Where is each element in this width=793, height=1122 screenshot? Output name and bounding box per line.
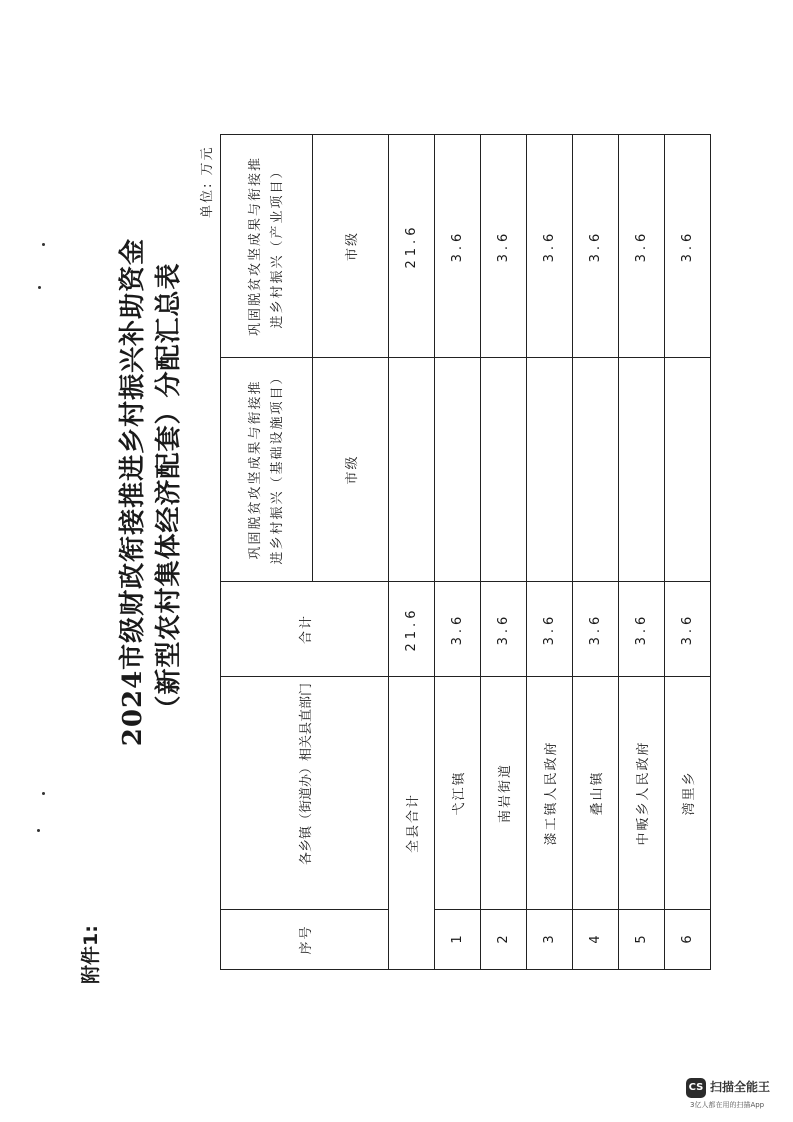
watermark-tagline: 3亿人都在用的扫描App [690, 1101, 765, 1109]
row-industry: 3.6 [481, 135, 527, 358]
row-industry: 3.6 [665, 135, 711, 358]
row-industry: 3.6 [573, 135, 619, 358]
table-row [527, 135, 573, 970]
table-row [435, 135, 481, 970]
row-infra [665, 358, 711, 582]
row-total: 3.6 [527, 582, 573, 677]
unit-label: 单位: 万元 [200, 145, 215, 218]
watermark-name: 扫描全能王 [710, 1080, 771, 1094]
header-industry-text: 巩固脱贫攻坚成果与衔接推进乡村振兴（产业项目） [247, 156, 285, 337]
scan-speck [38, 286, 41, 289]
row-infra [435, 358, 481, 582]
row-infra [573, 358, 619, 582]
summary-industry: 21.6 [389, 135, 435, 358]
row-seq: 3 [527, 910, 573, 970]
document-title-line1: 2024市级财政衔接推进乡村振兴补助资金 [118, 237, 148, 747]
scan-speck [42, 243, 45, 246]
row-industry: 3.6 [619, 135, 665, 358]
row-name: 漆工镇人民政府 [527, 677, 573, 910]
row-industry: 3.6 [435, 135, 481, 358]
summary-row [389, 135, 435, 970]
table-header-row [221, 135, 313, 970]
table-row [481, 135, 527, 970]
row-seq: 1 [435, 910, 481, 970]
row-total: 3.6 [481, 582, 527, 677]
row-name: 南岩街道 [481, 677, 527, 910]
summary-infra [389, 358, 435, 582]
header-infra [221, 358, 313, 582]
table-row [573, 135, 619, 970]
header-infra-text: 巩固脱贫攻坚成果与衔接推进乡村振兴（基础设施项目） [247, 369, 285, 565]
row-industry: 3.6 [527, 135, 573, 358]
header-infra-level: 市级 [313, 358, 389, 582]
row-name: 中畈乡人民政府 [619, 677, 665, 910]
table-row [619, 135, 665, 970]
row-name: 湾里乡 [665, 677, 711, 910]
row-total: 3.6 [435, 582, 481, 677]
table-row [665, 135, 711, 970]
summary-total: 21.6 [389, 582, 435, 677]
header-total: 合计 [221, 582, 389, 677]
allocation-table [220, 134, 711, 970]
summary-label: 全县合计 [389, 677, 435, 970]
row-infra [619, 358, 665, 582]
scanner-watermark [686, 1072, 786, 1114]
row-total: 3.6 [665, 582, 711, 677]
row-infra [481, 358, 527, 582]
row-name: 弋江镇 [435, 677, 481, 910]
row-name: 叠山镇 [573, 677, 619, 910]
header-dept: 各乡镇（街道办）相关县直部门 [221, 677, 389, 910]
attachment-label: 附件1: [80, 925, 102, 984]
header-industry [221, 135, 313, 358]
camscanner-logo-icon: CS [686, 1078, 706, 1098]
row-infra [527, 358, 573, 582]
row-total: 3.6 [619, 582, 665, 677]
row-seq: 6 [665, 910, 711, 970]
row-seq: 2 [481, 910, 527, 970]
header-industry-level: 市级 [313, 135, 389, 358]
row-total: 3.6 [573, 582, 619, 677]
header-seq: 序号 [221, 910, 389, 970]
scan-speck [37, 829, 40, 832]
scan-speck [42, 792, 45, 795]
row-seq: 5 [619, 910, 665, 970]
document-title-line2: （新型农村集体经济配套）分配汇总表 [154, 262, 184, 722]
row-seq: 4 [573, 910, 619, 970]
